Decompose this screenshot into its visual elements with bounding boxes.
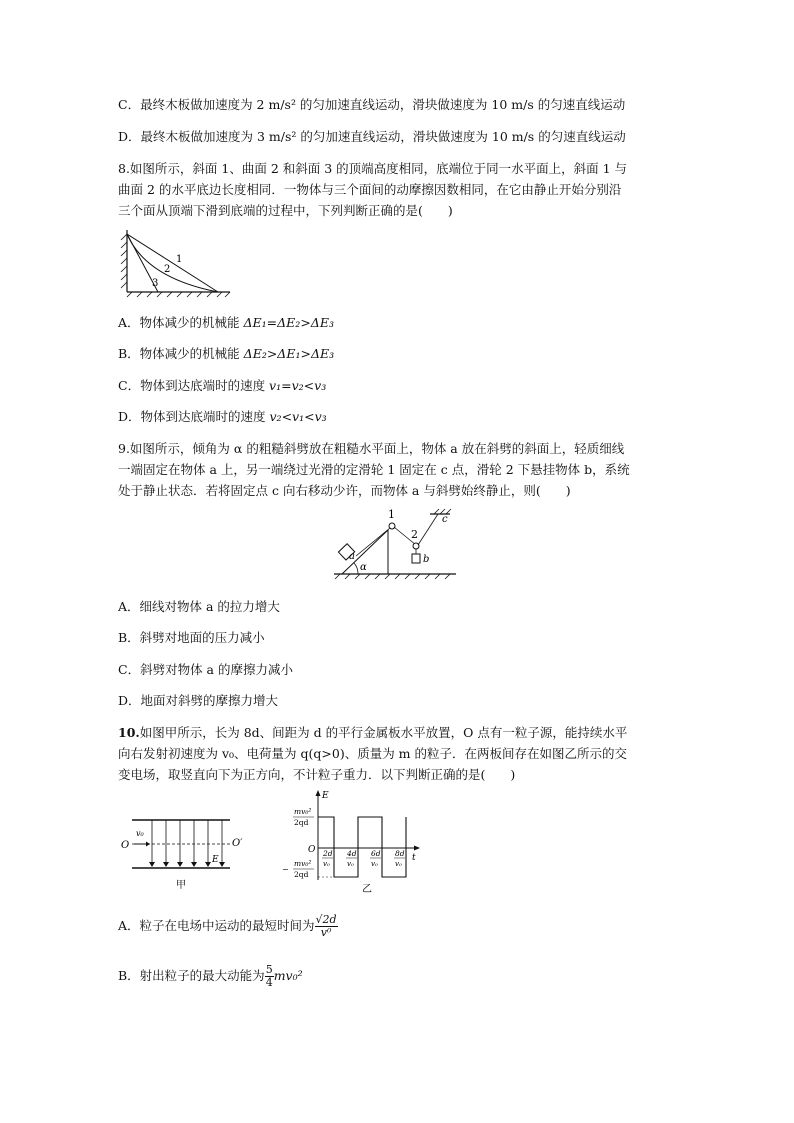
q10-figure-jia	[118, 812, 248, 892]
q7-option-c: C．最终木板做加速度为 2 m/s² 的匀加速直线运动，滑块做速度为 10 m/s 的匀速直线运动	[118, 97, 626, 112]
label-c: c	[442, 514, 448, 525]
q8-option-b-text: B．物体减少的机械能	[118, 346, 244, 361]
q10-stem-line-1	[118, 724, 627, 742]
q9-option-d: D．地面对斜劈的摩擦力增大	[118, 693, 279, 708]
q8-option-b-math: ΔE₂>ΔE₁>ΔE₃	[243, 346, 335, 361]
svg-text:8d: 8d	[395, 849, 405, 858]
block-b	[412, 554, 420, 563]
q10-stem-text-1: 如图甲所示，长为 8d、间距为 d 的平行金属板水平放置，O 点有一粒子源，能持续水平	[139, 725, 628, 740]
q8-option-a-text: A．物体减少的机械能	[118, 315, 244, 330]
q7-option-d: D．最终木板做加速度为 3 m/s² 的匀加速直线运动，滑块做速度为 10 m/s 的匀速直线运动	[118, 129, 626, 144]
label-a: a	[349, 551, 355, 562]
tick-4d	[346, 849, 357, 868]
pulley-1	[389, 523, 395, 529]
q8-option-a-math: ΔE₁=ΔE₂>ΔE₃	[243, 315, 334, 330]
q10-option-b-suffix: mv₀²	[273, 968, 303, 983]
label-pulley-2: 2	[411, 528, 418, 541]
q9-option-b: B．斜劈对地面的压力减小	[118, 630, 265, 645]
axis-t-label: t	[412, 853, 416, 863]
tick-2d	[322, 849, 333, 868]
q10-option-a-text: A．粒子在电场中运动的最短时间为	[118, 918, 315, 933]
q8-figure-inclines	[118, 226, 238, 296]
q8-stem-line-3: 三个面从顶端下滑到底端的过程中，下列判断正确的是( )	[118, 203, 453, 218]
caption-jia: 甲	[176, 880, 186, 891]
q9-stem-line-3: 处于静止状态．若将固定点 c 向右移动少许，而物体 a 与斜劈始终静止，则( )	[118, 483, 571, 498]
q10-option-b	[118, 962, 303, 992]
q8-option-c	[118, 377, 326, 395]
q8-option-b	[118, 345, 334, 363]
tick-6d	[370, 849, 381, 868]
q10-option-a-fraction	[315, 914, 338, 939]
q10-option-a-num: √2d	[315, 913, 337, 926]
pos-num: mv₀²	[294, 807, 312, 816]
svg-text:6d: 6d	[371, 849, 381, 858]
tick-8d	[394, 849, 405, 868]
q10-number: 10.	[118, 725, 140, 740]
svg-text:v₀: v₀	[395, 860, 402, 868]
label-2: 2	[164, 264, 171, 275]
q9-stem-line-2: 一端固定在物体 a 上，另一端绕过光滑的定滑轮 1 固定在 c 点，滑轮 2 下悬挂物体 b，系统	[118, 462, 630, 477]
label-pulley-1: 1	[388, 508, 395, 521]
q8-option-d	[118, 408, 327, 426]
label-alpha: α	[360, 562, 367, 573]
neg-sign: −	[282, 865, 289, 874]
svg-text:4d: 4d	[347, 849, 357, 858]
label-1: 1	[176, 254, 183, 265]
axis-E-label: E	[322, 791, 329, 801]
q8-stem-line-2: 曲面 2 的水平底边长度相同．一物体与三个面间的动摩擦因数相同，在它由静止开始分别沿	[118, 182, 622, 197]
incline-1	[127, 234, 218, 292]
q9-figure-wedge-pulleys	[334, 508, 464, 580]
q10-option-a-den: v⁰	[320, 926, 332, 939]
neg-den: 2qd	[294, 870, 309, 879]
q9-stem-line-1: 9.如图所示，倾角为 α 的粗糙斜劈放在粗糙水平面上，物体 a 放在斜劈的斜面上，轻质细线	[118, 441, 625, 456]
q8-option-d-text: D．物体到达底端时的速度	[118, 409, 270, 424]
svg-text:v₀: v₀	[347, 860, 354, 868]
svg-text:v₀: v₀	[371, 860, 378, 868]
origin-label: O	[308, 845, 316, 855]
q8-option-c-text: C．物体到达底端时的速度	[118, 378, 270, 393]
q8-stem-line-1: 8.如图所示，斜面 1、曲面 2 和斜面 3 的顶端高度相同，底端位于同一水平面上，斜面 1 与	[118, 161, 628, 176]
caption-yi: 乙	[362, 884, 372, 895]
label-O-prime: O′	[232, 838, 243, 849]
q10-stem-line-2: 向右发射初速度为 v₀、电荷量为 q(q>0)、质量为 m 的粒子．在两板间存在如图乙所示的交	[118, 746, 628, 761]
q8-option-c-math: v₁=v₂<v₃	[269, 378, 327, 393]
label-3: 3	[152, 278, 159, 289]
pulley-2	[413, 543, 419, 549]
pos-den: 2qd	[294, 818, 309, 827]
q10-option-a	[118, 912, 338, 942]
q10-option-b-num: 5	[265, 963, 273, 976]
q8-option-a	[118, 314, 334, 332]
label-b: b	[423, 554, 430, 565]
neg-num: mv₀²	[294, 859, 312, 868]
q8-option-d-math: v₂<v₁<v₃	[269, 409, 327, 424]
q9-option-a: A．细线对物体 a 的拉力增大	[118, 599, 280, 614]
efield-waveform	[318, 817, 406, 877]
q9-option-c: C．斜劈对物体 a 的摩擦力减小	[118, 662, 293, 677]
q10-option-b-fraction	[265, 964, 274, 989]
q10-option-b-den: 4	[265, 976, 273, 989]
label-E: E	[212, 855, 219, 865]
svg-text:2d: 2d	[323, 849, 333, 858]
q10-figure-yi-graph	[278, 786, 428, 898]
q10-stem-line-3: 变电场，取竖直向下为正方向，不计粒子重力．以下判断正确的是( )	[118, 767, 516, 782]
q10-option-b-text: B．射出粒子的最大动能为	[118, 968, 265, 983]
svg-text:v₀: v₀	[323, 860, 330, 868]
label-O: O	[121, 840, 130, 851]
label-v0: v₀	[136, 829, 144, 838]
